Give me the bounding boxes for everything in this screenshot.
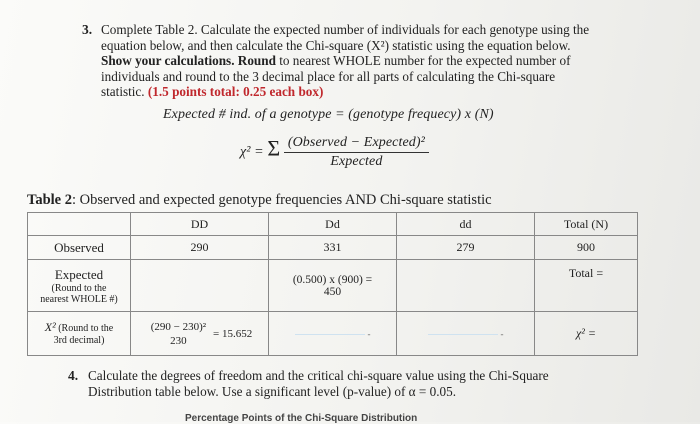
expected-Dd-cell[interactable]: [269, 260, 397, 312]
question-4-number: 4.: [68, 368, 79, 383]
chi-Dd-input[interactable]: [269, 312, 397, 356]
chi-DD-result: = 15.652: [213, 327, 253, 340]
statistic-word: statistic.: [101, 84, 145, 99]
question-3-number: 3.: [82, 22, 93, 37]
chi-label-line-1: [28, 321, 130, 335]
show-calculations: Show your calculations.: [101, 53, 235, 68]
header-empty: [28, 213, 131, 236]
q4-line-2: Distribution table below. Use a significant level (p-value) of α = 0.05.: [88, 383, 456, 399]
chi-total-cell[interactable]: χ² =: [535, 312, 638, 356]
observed-row: [28, 236, 638, 260]
q3-line-3: [101, 53, 661, 69]
chi-label-line-2: 3rd decimal): [53, 334, 105, 346]
expected-total-cell[interactable]: Total =: [535, 260, 638, 312]
expected-sub-1: (Round to the: [51, 282, 107, 294]
chi-row: [28, 312, 638, 356]
chi-square-formula: [240, 135, 429, 170]
observed-label: Observed: [28, 236, 131, 260]
header-total: Total (N): [535, 213, 638, 236]
sigma-symbol: Σ: [267, 135, 281, 161]
chi-dd-dash: -: [500, 329, 504, 339]
expected-formula: Expected # ind. of a genotype = (genotype frequecy) x (N): [163, 107, 494, 122]
expected-dd-input[interactable]: [397, 260, 535, 312]
chi-symbol: χ² =: [240, 144, 268, 160]
chi-denominator: Expected: [330, 154, 383, 169]
question-4-text: [88, 368, 648, 399]
observed-total: 900: [535, 236, 638, 260]
round-word: Round: [237, 53, 276, 68]
chi-dd-fill-line: [428, 334, 498, 335]
header-DD: DD: [131, 213, 269, 236]
expected-sub-2: nearest WHOLE #): [40, 293, 118, 305]
chi-table-heading-cut: Percentage Points of the Chi-Square Distribution: [185, 413, 418, 424]
chi-DD-cell[interactable]: [131, 312, 269, 356]
chi-label-text-1: (Round to the: [58, 322, 114, 334]
expected-row: [28, 260, 638, 312]
expected-label: Expected: [54, 266, 104, 282]
observed-DD: 290: [131, 236, 269, 260]
expected-Dd-line-1: (0.500) x (900) =: [292, 273, 373, 286]
chi-numerator: (Observed − Expected)²: [284, 135, 429, 153]
round-instruction: to nearest WHOLE number for the expected number of: [275, 53, 571, 68]
question-3-text: [101, 22, 661, 100]
table-header-row: [28, 213, 638, 236]
chi-DD-fraction: [147, 321, 210, 347]
chi-Dd-dash: -: [367, 329, 371, 339]
chi-dd-input[interactable]: [397, 312, 535, 356]
q4-line-1: Calculate the degrees of freedom and the critical chi-square value using the Chi-Square: [88, 368, 549, 383]
table-2: [27, 212, 638, 356]
header-Dd: Dd: [269, 213, 397, 236]
observed-Dd: 331: [269, 236, 397, 260]
chi-label-cell: [28, 312, 131, 356]
points-note: (1.5 points total: 0.25 each box): [147, 84, 324, 99]
header-dd: dd: [397, 213, 535, 236]
q3-line-4: individuals and round to the 3 decimal place for all parts of calculating the Chi-square: [101, 68, 556, 84]
chi-Dd-fill-line: [295, 334, 365, 335]
observed-dd: 279: [397, 236, 535, 260]
chi-label-symbol: X²: [44, 319, 56, 334]
expected-label-cell: [28, 260, 131, 312]
q3-line-1: Complete Table 2. Calculate the expected number of individuals for each genotype using the: [101, 22, 590, 37]
chi-DD-numerator: (290 − 230)²: [150, 320, 207, 333]
chi-DD-denominator: 230: [170, 334, 187, 347]
q3-line-5: [101, 84, 661, 100]
expected-Dd-line-2: 450: [323, 285, 342, 298]
chi-fraction: [284, 135, 429, 170]
q3-line-2: equation below, and then calculate the Chi-square (X²) statistic using the equation below.: [101, 37, 571, 53]
table-caption: [27, 192, 492, 209]
expected-DD-input[interactable]: [131, 260, 269, 312]
table-caption-label: Table 2: [27, 192, 72, 208]
table-caption-text: : Observed and expected genotype frequencies AND Chi-square statistic: [72, 192, 492, 208]
